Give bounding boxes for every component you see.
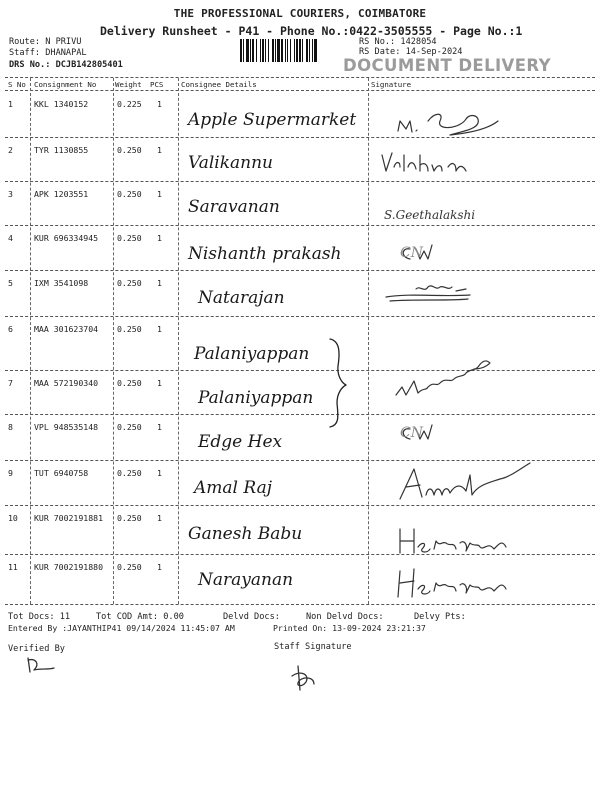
barcode-bar: [250, 39, 251, 62]
weight-value: 0.250: [117, 513, 142, 523]
weight-value: 0.250: [117, 278, 142, 288]
drs-number: DRS No.: DCJB142805401: [9, 60, 123, 70]
consignee-handwritten-name: Narayanan: [198, 570, 294, 590]
staff-label: Staff: DHANAPAL: [9, 48, 87, 58]
row-sno: 11: [8, 562, 18, 572]
row-sno: 9: [8, 468, 13, 478]
barcode-bar: [296, 39, 298, 62]
pieces-count: 1: [157, 422, 162, 432]
pieces-count: 1: [157, 562, 162, 572]
pieces-count: 1: [157, 468, 162, 478]
pieces-count: 1: [157, 99, 162, 109]
signature-text: CN: [400, 245, 423, 261]
signature-scribble: [400, 463, 530, 499]
row-sno: 7: [8, 378, 13, 388]
rs-date: RS Date: 14-Sep-2024: [359, 47, 463, 57]
barcode-bar: [281, 39, 283, 62]
consignee-handwritten-name: Natarajan: [198, 288, 285, 308]
consignment-number: TYR 1130855: [34, 145, 89, 155]
consignee-handwritten-name: Saravanan: [188, 197, 280, 217]
weight-value: 0.250: [117, 562, 142, 572]
barcode-bar: [309, 39, 310, 62]
row-sno: 5: [8, 278, 13, 288]
barcode-bar: [312, 39, 313, 62]
barcode-bar: [252, 39, 254, 62]
signature-scribble: [396, 361, 490, 395]
consignee-handwritten-name: Apple Supermarket: [188, 110, 357, 130]
consignment-number: MAA 301623704: [34, 324, 99, 334]
route-label: Route: N PRIVU: [9, 37, 82, 47]
barcode-bar: [272, 39, 274, 62]
weight-value: 0.250: [117, 324, 142, 334]
barcode: [240, 39, 344, 62]
signature-scribble: [428, 114, 498, 135]
total-docs: Tot Docs: 11: [8, 612, 71, 622]
consignee-handwritten-name: Palaniyappan: [194, 344, 310, 364]
row-sno: 4: [8, 233, 13, 243]
row-sno: 3: [8, 189, 13, 199]
pieces-count: 1: [157, 278, 162, 288]
consignment-number: KUR 696334945: [34, 233, 99, 243]
consignee-handwriting: [180, 91, 368, 603]
barcode-bar: [306, 39, 308, 62]
barcode-bar: [246, 39, 249, 62]
weight-value: 0.250: [117, 422, 142, 432]
consignment-number: APK 1203551: [34, 189, 89, 199]
consignee-handwritten-name: Amal Raj: [194, 478, 272, 498]
delivery-points: Delvy Pts:: [414, 612, 466, 622]
weight-value: 0.250: [117, 145, 142, 155]
delivered-docs: Delvd Docs:: [223, 612, 280, 622]
consignee-handwritten-name: Nishanth prakash: [188, 244, 342, 264]
verifier-signature: [20, 654, 70, 678]
signature-column: [370, 91, 595, 603]
column-header-consignee: Consignee Details: [181, 80, 257, 89]
barcode-bar: [240, 39, 242, 62]
weight-value: 0.225: [117, 99, 142, 109]
consignment-number: IXM 3541098: [34, 278, 89, 288]
entered-by: Entered By :JAYANTHIP41 09/14/2024 11:45:07 AM: [8, 623, 235, 633]
signature-scribble: [398, 569, 506, 597]
barcode-bar: [294, 39, 295, 62]
column-header-sno: S No: [8, 80, 26, 89]
weight-value: 0.250: [117, 468, 142, 478]
signature-scribble: [398, 121, 417, 132]
signature-scribble: [386, 295, 470, 301]
pieces-count: 1: [157, 513, 162, 523]
non-delivered-docs: Non Delvd Docs:: [306, 612, 384, 622]
row-separator: [5, 604, 595, 605]
row-sno: 1: [8, 99, 13, 109]
brace-mark: [330, 339, 346, 427]
signature-scribble: [382, 153, 466, 171]
column-header-consignment: Consignment No: [34, 80, 97, 89]
barcode-bar: [275, 39, 276, 62]
pieces-count: 1: [157, 145, 162, 155]
barcode-bar: [277, 39, 280, 62]
consignment-number: KUR 7002191881: [34, 513, 104, 523]
consignee-handwritten-name: Palaniyappan: [198, 388, 314, 408]
weight-value: 0.250: [117, 233, 142, 243]
barcode-bar: [265, 39, 266, 62]
signature-text: CN: [400, 425, 423, 441]
column-divider: [368, 78, 369, 604]
column-divider: [30, 78, 31, 604]
row-sno: 2: [8, 145, 13, 155]
staff-signature: [284, 664, 324, 694]
weight-value: 0.250: [117, 378, 142, 388]
consignment-number: VPL 948535148: [34, 422, 99, 432]
rs-number: RS No.: 1428054: [359, 37, 437, 47]
pieces-count: 1: [157, 324, 162, 334]
barcode-bar: [314, 39, 317, 62]
total-cod-amount: Tot COD Amt: 0.00: [96, 612, 184, 622]
consignee-handwritten-name: Valikannu: [188, 153, 274, 173]
column-header-pcs: PCS: [150, 80, 164, 89]
consignment-number: TUT 6940758: [34, 468, 89, 478]
consignee-handwritten-name: Ganesh Babu: [188, 524, 303, 544]
column-header-weight: Weight: [115, 80, 142, 89]
pieces-count: 1: [157, 233, 162, 243]
consignment-number: KKL 1340152: [34, 99, 89, 109]
signature-scribble: [416, 286, 466, 291]
column-divider: [113, 78, 114, 604]
consignee-handwritten-name: Edge Hex: [198, 432, 283, 452]
company-name: THE PROFESSIONAL COURIERS, COIMBATORE: [173, 7, 427, 20]
consignment-number: KUR 7002191880: [34, 562, 104, 572]
barcode-bar: [260, 39, 261, 62]
barcode-bar: [262, 39, 264, 62]
barcode-bar: [256, 39, 257, 62]
pieces-count: 1: [157, 189, 162, 199]
pieces-count: 1: [157, 378, 162, 388]
barcode-bar: [302, 39, 303, 62]
barcode-bar: [285, 39, 286, 62]
printed-on: Printed On: 13-09-2024 23:21:37: [273, 623, 426, 633]
weight-value: 0.250: [117, 189, 142, 199]
table-top-border: [5, 77, 595, 78]
runsheet-title: Delivery Runsheet - P41 - Phone No.:0422-3505555 - Page No.:1: [100, 24, 523, 38]
barcode-bar: [243, 39, 244, 62]
signature-scribble: [400, 529, 506, 553]
consignment-number: MAA 572190340: [34, 378, 99, 388]
staff-signature-label: Staff Signature: [274, 642, 352, 652]
barcode-bar: [287, 39, 288, 62]
column-header-signature: Signature: [371, 80, 412, 89]
column-divider: [178, 78, 179, 604]
row-sno: 10: [8, 513, 18, 523]
row-sno: 6: [8, 324, 13, 334]
verified-by-label: Verified By: [8, 644, 65, 654]
document-delivery-stamp: DOCUMENT DELIVERY: [343, 56, 551, 75]
signature-text: S.Geethalakshi: [384, 208, 476, 222]
row-sno: 8: [8, 422, 13, 432]
barcode-bar: [290, 39, 291, 62]
barcode-bar: [268, 39, 269, 62]
barcode-bar: [299, 39, 301, 62]
